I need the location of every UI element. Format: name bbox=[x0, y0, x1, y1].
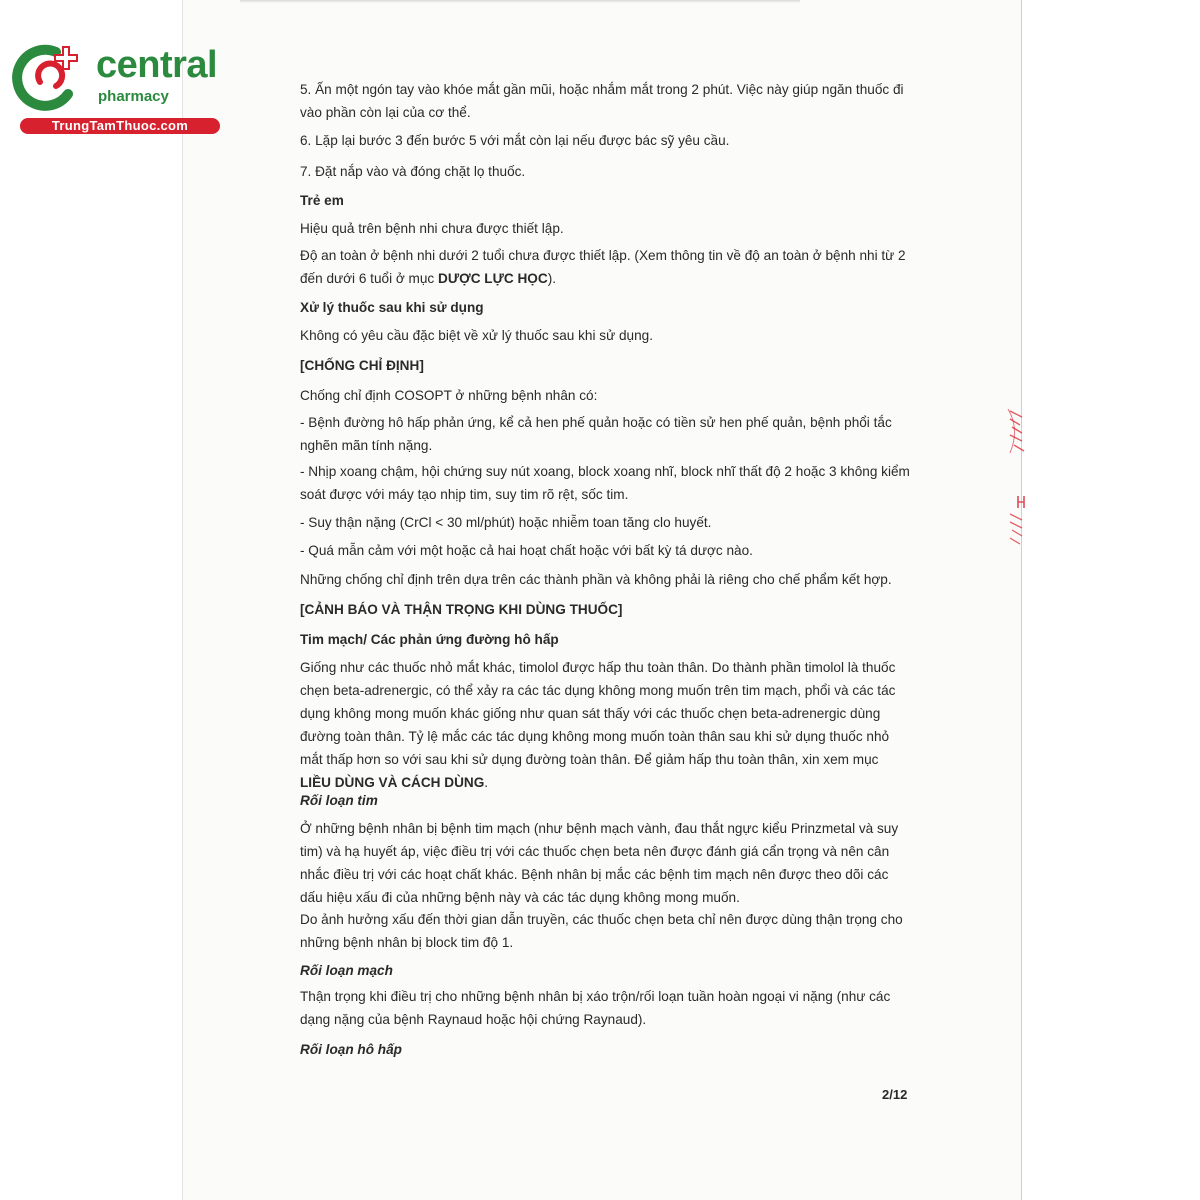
heading-contraindications: [CHỐNG CHỈ ĐỊNH] bbox=[300, 358, 424, 373]
step-6: 6. Lặp lại bước 3 đến bước 5 với mắt còn lại nếu được bác sỹ yêu cầu. bbox=[300, 133, 730, 148]
heading-vascular-disorders: Rối loạn mạch bbox=[300, 963, 393, 978]
stamp-mark-icon bbox=[1006, 405, 1028, 455]
contra-intro: Chống chỉ định COSOPT ở những bệnh nhân có: bbox=[300, 388, 598, 403]
step-5: 5. Ấn một ngón tay vào khóe mắt gần mũi, hoặc nhắm mắt trong 2 phút. Việc này giúp ngăn thuốc đi vào phần còn lại của cơ thể. bbox=[300, 82, 904, 120]
step-7: 7. Đặt nắp vào và đóng chặt lọ thuốc. bbox=[300, 164, 526, 179]
contra-note: Những chống chỉ định trên dựa trên các thành phần và không phải là riêng cho chế phẩm kết hợp. bbox=[300, 572, 892, 587]
central-pharmacy-logo bbox=[10, 38, 218, 138]
ref-dosage: LIỀU DÙNG VÀ CÁCH DÙNG bbox=[300, 775, 485, 790]
logo-website: TrungTamThuoc.com bbox=[20, 118, 220, 134]
heading-warnings: [CẢNH BÁO VÀ THẬN TRỌNG KHI DÙNG THUỐC] bbox=[300, 602, 623, 617]
heading-disposal: Xử lý thuốc sau khi sử dụng bbox=[300, 300, 484, 315]
sheet-right-edge bbox=[1021, 0, 1022, 1200]
contra-item-cardiac: - Nhịp xoang chậm, hội chứng suy nút xoang, block xoang nhĩ, block nhĩ thất độ 2 hoặc 3 không kiểm soát được với máy tạo nhịp tim, suy tim rõ rệt, sốc tim. bbox=[300, 464, 910, 502]
disposal-text: Không có yêu cầu đặc biệt về xử lý thuốc sau khi sử dụng. bbox=[300, 328, 653, 343]
logo-brand-name: central bbox=[96, 44, 218, 86]
contra-item-renal: - Suy thận nặng (CrCl < 30 ml/phút) hoặc nhiễm toan tăng clo huyết. bbox=[300, 515, 712, 530]
logo-brand-sub: pharmacy bbox=[98, 88, 169, 105]
ref-pharmacodynamics: DƯỢC LỰC HỌC bbox=[438, 271, 548, 286]
heading-cardio-respiratory: Tim mạch/ Các phản ứng đường hô hấp bbox=[300, 632, 559, 647]
heading-children: Trẻ em bbox=[300, 193, 344, 208]
pharmacy-cross-icon bbox=[10, 38, 90, 118]
heading-cardiac-disorders: Rối loạn tim bbox=[300, 793, 378, 808]
sheet-top-shadow bbox=[240, 0, 800, 3]
heading-respiratory-disorders: Rối loạn hô hấp bbox=[300, 1042, 402, 1057]
children-efficacy: Hiệu quả trên bệnh nhi chưa được thiết lập. bbox=[300, 221, 564, 236]
page-number: 2/12 bbox=[882, 1087, 908, 1102]
vascular-disorders-text: Thận trọng khi điều trị cho những bệnh nhân bị xáo trộn/rối loạn tuần hoàn ngoại vi nặng (như các dạng nặng của bệnh Raynaud hoặc hội chứng Raynaud). bbox=[300, 989, 891, 1027]
stamp-mark-icon bbox=[1006, 492, 1028, 546]
conduction-text: Do ảnh hưởng xấu đến thời gian dẫn truyền, các thuốc chẹn beta chỉ nên được dùng thận trọng cho những bệnh nhân bị block tim độ 1. bbox=[300, 912, 903, 950]
cardiac-disorders-text: Ở những bệnh nhân bị bệnh tim mạch (như bệnh mạch vành, đau thắt ngực kiểu Prinzmetal và suy tim) và hạ huyết áp, việc điều trị với các thuốc chẹn beta nên được đánh giá cẩn trọng và nên cân nhắc điều trị với các hoạt chất khác. Bệnh nhân bị mắc các bệnh tim mạch nên được theo dõi các dấu hiệu xấu đi của những bệnh này và các tác dụng không mong muốn. bbox=[300, 821, 899, 905]
sheet-left-edge bbox=[182, 0, 183, 1200]
contra-item-hypersensitivity: - Quá mẫn cảm với một hoặc cả hai hoạt chất hoặc với bất kỳ tá dược nào. bbox=[300, 543, 753, 558]
cardio-respiratory-text: Giống như các thuốc nhỏ mắt khác, timolol được hấp thu toàn thân. Do thành phần timolol là thuốc chẹn beta-adrenergic, có thể xảy ra các tác dụng không mong muốn trên tim mạch, phổi và các tác dụng không mong muốn khác giống như quan sát thấy với các thuốc chẹn beta-adrenergic dùng đường toàn thân. Tỷ lệ mắc các tác dụng không mong muốn toàn thân sau khi sử dụng thuốc nhỏ mắt thấp hơn so với sau khi sử dụng đường toàn thân. Để giảm hấp thu toàn thân, xin xem mục LIỀU DÙNG VÀ CÁCH DÙNG. bbox=[300, 660, 896, 790]
contra-item-respiratory: - Bệnh đường hô hấp phản ứng, kể cả hen phế quản hoặc có tiền sử hen phế quản, bệnh phổi tắc nghẽn mãn tính nặng. bbox=[300, 415, 892, 453]
children-safety: Độ an toàn ở bệnh nhi dưới 2 tuổi chưa được thiết lập. (Xem thông tin về độ an toàn ở bệnh nhi từ 2 đến dưới 6 tuổi ở mục DƯỢC LỰC HỌC). bbox=[300, 248, 906, 286]
